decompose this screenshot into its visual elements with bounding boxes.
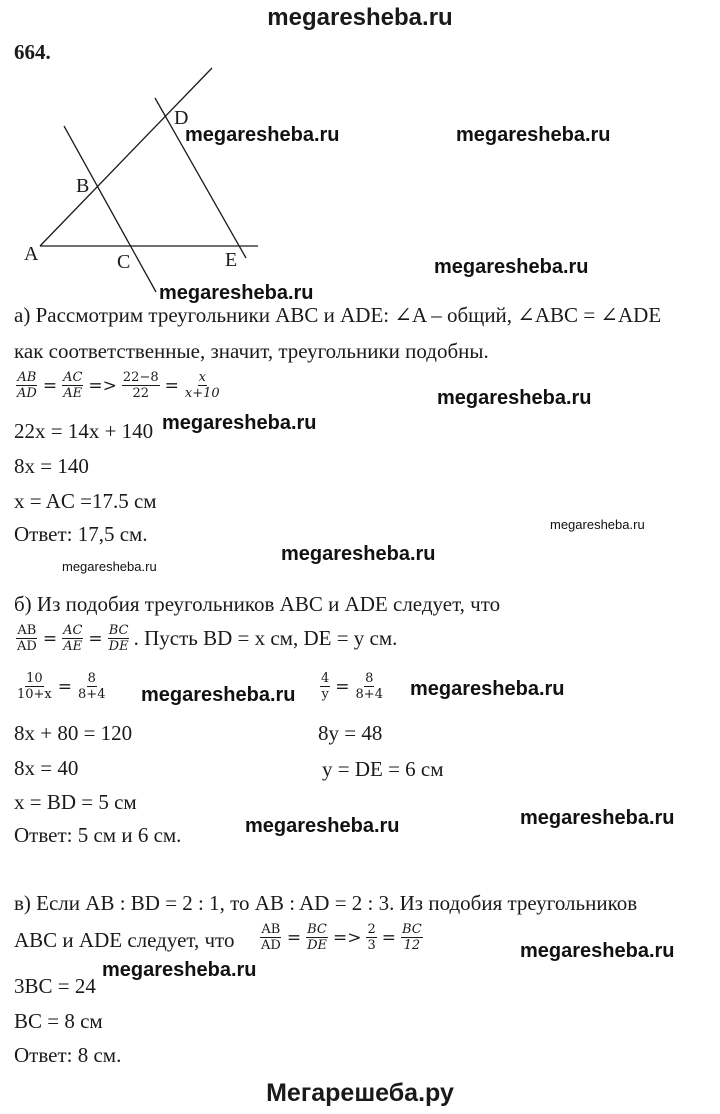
watermark: megaresheba.ru (434, 256, 589, 278)
watermark: megaresheba.ru (159, 282, 314, 304)
part-b-right-step2: y = DE = 6 см (322, 757, 444, 781)
part-a-step3: x = AC =17.5 см (14, 489, 157, 513)
part-b-left-step2: 8x = 40 (14, 756, 79, 780)
part-b-right-step1: 8y = 48 (318, 721, 383, 745)
line-de (155, 98, 246, 258)
header-site: megaresheba.ru (267, 4, 453, 31)
part-a-answer: Ответ: 17,5 см. (14, 522, 148, 546)
footer-site: Мегарешеба.ру (266, 1079, 454, 1107)
watermark: megaresheba.ru (520, 807, 675, 829)
line-ad (40, 68, 212, 246)
part-c-formula: $\frac{AB}{AD}$ = $\frac{BC}{DE}$ => $\frac{2}{3}$ = $\frac{BC}{12}$ (261, 922, 422, 953)
part-b-left-formula: $\frac{10}{10+x}$ = $\frac{8}{8+4}$ (17, 671, 106, 702)
geometry-figure (0, 60, 330, 300)
part-c-answer: Ответ: 8 см. (14, 1043, 122, 1067)
watermark: megaresheba.ru (281, 543, 436, 565)
part-b-right-formula: $\frac{4}{y}$ = $\frac{8}{8+4}$ (321, 671, 383, 702)
watermark: megaresheba.ru (141, 684, 296, 706)
label-d: D (174, 107, 189, 129)
watermark: megaresheba.ru (437, 387, 592, 409)
part-c-step1: 3BC = 24 (14, 974, 96, 998)
part-b-formula: $\frac{AB}{AD}$ = $\frac{AC}{AE}$ = $\frac{BC}{DE}$ . Пусть BD = x см, DE = y см. (17, 623, 398, 654)
part-b-left-step1: 8x + 80 = 120 (14, 721, 133, 745)
watermark-small: megaresheba.ru (550, 517, 645, 532)
label-c: C (117, 251, 131, 273)
watermark: megaresheba.ru (102, 959, 257, 981)
watermark: megaresheba.ru (162, 412, 317, 434)
part-a-line1: а) Рассмотрим треугольники ABC и ADE: ∠A – общий, ∠ABC = ∠ADE (14, 303, 662, 327)
problem-number: 664. (14, 40, 51, 64)
part-c-line1: в) Если AB : BD = 2 : 1, то AB : AD = 2 : 3. Из подобия треугольников (14, 891, 638, 915)
part-a-line2: как соответственные, значит, треугольники подобны. (14, 339, 489, 363)
part-a-step1: 22x = 14x + 140 (14, 419, 154, 443)
part-a-step2: 8x = 140 (14, 454, 89, 478)
watermark: megaresheba.ru (185, 124, 340, 146)
watermark-small: megaresheba.ru (62, 559, 157, 574)
label-a: A (24, 243, 39, 265)
line-bc (64, 126, 156, 292)
part-a-formula: $\frac{AB}{AD}$ = $\frac{AC}{AE}$ => $\frac{22-8}{22}$ = $\frac{x}{x+10}$ (17, 370, 220, 401)
watermark: megaresheba.ru (520, 940, 675, 962)
part-b-answer: Ответ: 5 см и 6 см. (14, 823, 182, 847)
label-b: B (76, 175, 90, 197)
part-c-step2: BC = 8 см (14, 1009, 103, 1033)
part-b-line1: б) Из подобия треугольников ABC и ADE следует, что (14, 592, 501, 616)
watermark: megaresheba.ru (456, 124, 611, 146)
part-b-left-step3: x = BD = 5 см (14, 790, 137, 814)
label-e: E (225, 249, 238, 271)
part-c-line2: ABC и ADE следует, что (14, 928, 235, 952)
watermark: megaresheba.ru (245, 815, 400, 837)
watermark: megaresheba.ru (410, 678, 565, 700)
